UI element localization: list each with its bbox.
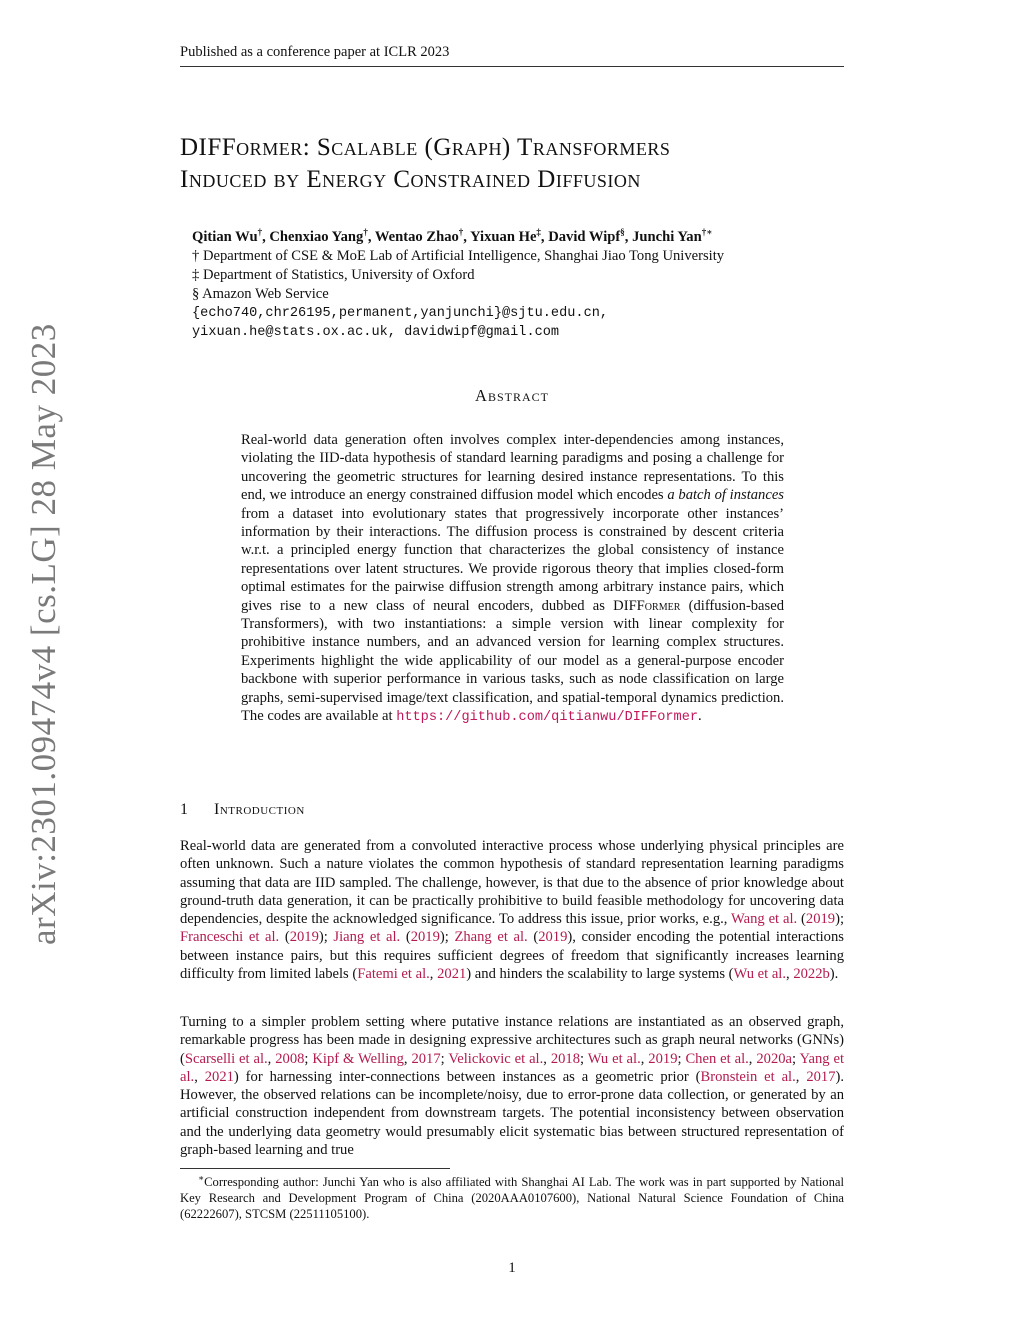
affiliation-3: § Amazon Web Service xyxy=(192,286,329,302)
citation-year[interactable]: 2019 xyxy=(648,1050,678,1067)
section-title: Introduction xyxy=(214,801,305,818)
intro-paragraph-1: Real-world data are generated from a convoluted interactive process whose underlying physical principles are often unknown. Such a nature violates the common hypothesis of standard representation learning paradigms assuming that data are IID sampled. The challenge, however, is that due to the absence of prior knowledge about ground-truth data generation, it can be practically prohibitive to build feasible methodology for uncovering data dependencies, despite the acknowledged significance. To address this issue, prior works, e.g., Wang et al. (2019); Franceschi et al. (2019); Jiang et al. (2019); Zhang et al. (2019), consider encoding the potential interactions between instance pairs, but this requires sufficient degrees of freedom that significantly increases learning difficulty from limited labels (Fatemi et al., 2021) and hinders the scalability to large systems (Wu et al., 2022b). xyxy=(180,838,844,983)
citation-link[interactable]: Fatemi et al. xyxy=(357,966,430,983)
citation-link[interactable]: Wu et al. xyxy=(733,966,787,983)
footnote xyxy=(180,1174,844,1222)
text-span: ) for harnessing inter-connections between instances as a geometric prior ( xyxy=(233,1068,701,1085)
arxiv-side-label: arXiv:2301.09474v4 [cs.LG] 28 May 2023 xyxy=(24,323,63,945)
running-header: Published as a conference paper at ICLR 2023 xyxy=(180,44,844,67)
citation-year[interactable]: 2019 xyxy=(538,929,568,946)
text-span: Real-world data are generated from a convoluted interactive process whose underlying physical principles are often unknown. Such a nature violates the common hypothesis of standard representation learning paradigms assuming that data are IID sampled. The challenge, however, is that due to the absence of prior knowledge about ground-truth data generation, it can be practically prohibitive to build feasible methodology for uncovering data dependencies, despite the acknowledged significance. To address this issue, prior works, e.g., xyxy=(180,838,844,928)
author-block xyxy=(192,228,852,342)
footnote-mark: ∗ xyxy=(198,1172,205,1183)
affiliation-mark: † xyxy=(257,227,263,238)
citation-year[interactable]: 2017 xyxy=(411,1050,441,1067)
affiliation-mark: ‡ xyxy=(536,227,541,238)
text-span: ) and hinders the scalability to large systems ( xyxy=(466,966,734,983)
abstract-emphasis: a batch of instances xyxy=(667,487,784,504)
citation-link[interactable]: Zhang et al. xyxy=(454,929,528,946)
affiliation-mark: †∗ xyxy=(701,227,713,238)
author-name: Junchi Yan xyxy=(632,229,702,245)
section-heading xyxy=(180,801,305,819)
citation-year[interactable]: 2021 xyxy=(204,1068,234,1085)
email-line-1: {echo740,chr26195,permanent,yanjunchi}@sjtu.edu.cn, xyxy=(192,306,609,321)
citation-link[interactable]: Kipf & Welling xyxy=(312,1050,404,1067)
affiliation-2: ‡ Department of Statistics, University of Oxford xyxy=(192,267,475,283)
citation-link[interactable]: Chen et al. xyxy=(685,1050,749,1067)
citation-year[interactable]: 2019 xyxy=(805,911,836,928)
abstract-span: Real-world data generation often involves complex inter-dependencies among instances, violating the IID-data hypothesis of standard learning paradigms and posing a challenge for uncovering the geometric structures for learning desired instance representations. To this end, we introduce an energy constrained diffusion model which encodes xyxy=(241,432,784,504)
citation-year[interactable]: 2017 xyxy=(806,1068,836,1085)
citation-year[interactable]: 2021 xyxy=(437,966,467,983)
author-name: Yixuan He xyxy=(470,229,537,245)
citation-link[interactable]: Scarselli et al. xyxy=(184,1050,268,1067)
abstract-span: from a dataset into evolutionary states that progressively incorporate other instances’ information by their interactions. The diffusion process is constrained by descent criteria w.r.t. a principled energy function that characterizes the global consistency of instance representations over latent structures. We provide rigorous theory that implies closed-form optimal estimates for the pairwise diffusion strength among arbitrary instance pairs, which gives rise to a new class of neural encoders, dubbed as xyxy=(241,505,784,614)
citation-link[interactable]: Yang et al. xyxy=(180,1050,845,1085)
title-line-1: DIFFormer: Scalable (Graph) Transformers xyxy=(180,134,671,161)
citation-year[interactable]: 2022b xyxy=(793,966,830,983)
text-span: Turning to a simpler problem setting where putative instance relations are instantiated as an observed graph, remarkable progress has been made in designing expressive architectures such as graph neural networks (GNNs) ( xyxy=(180,1014,844,1067)
citation-year[interactable]: 2008 xyxy=(275,1050,305,1067)
citation-link[interactable]: Jiang et al. xyxy=(333,929,401,946)
text-span: ). However, the observed relations can be incomplete/noisy, due to error-prone data collection, or generated by an artificial construction independent from downstream targets. The potential inconsistency between observation and the underlying data geometry would presumably elicit systematic bias between structured representation of graph-based learning and true xyxy=(180,1068,845,1159)
abstract-span: (diffusion-based Transformers), with two instantiations: a simple version with linear complexity for prohibitive instance numbers, and an advanced version for learning complex structures. Experiments highlight the wide applicability of our model as a general-purpose encoder backbone with superior performance in various tasks, such as node classification on large graphs, semi-supervised image/text classification, and spatial-temporal dynamics prediction. The codes are available at xyxy=(241,597,784,725)
text-span: ). xyxy=(829,966,839,983)
author-names: Qitian Wu†, Chenxiao Yang†, Wentao Zhao†, Yixuan He‡, David Wipf§, Junchi Yan†∗ xyxy=(192,227,713,245)
paper-title xyxy=(180,132,860,196)
code-link[interactable]: https://github.com/qitianwu/DIFFormer xyxy=(396,710,699,726)
author-name: Wentao Zhao xyxy=(374,229,459,245)
citation-link[interactable]: Bronstein et al. xyxy=(700,1068,796,1085)
citation-year[interactable]: 2019 xyxy=(289,929,319,946)
email-line-2: yixuan.he@stats.ox.ac.uk, davidwipf@gmail.com xyxy=(192,325,560,340)
affiliation-mark: § xyxy=(620,227,625,238)
footnote-rule xyxy=(180,1168,450,1169)
abstract-span: . xyxy=(698,708,702,725)
section-number: 1 xyxy=(180,801,189,818)
citation-year[interactable]: 2018 xyxy=(550,1050,581,1067)
footnote-text: Corresponding author: Junchi Yan who is also affiliated with Shanghai AI Lab. The work was in part supported by National Key Research and Development Program of China (2020AAA0107600), National Natural Science Foundation of China (62222607), STCSM (22511105100). xyxy=(180,1175,844,1221)
citation-link[interactable]: Wu et al. xyxy=(587,1050,641,1067)
abstract-heading: Abstract xyxy=(475,386,549,405)
author-name: Qitian Wu xyxy=(192,229,258,245)
affiliation-mark: † xyxy=(458,227,464,238)
affiliation-1: † Department of CSE & MoE Lab of Artificial Intelligence, Shanghai Jiao Tong University xyxy=(192,248,725,264)
page-number: 1 xyxy=(508,1260,516,1276)
model-name: DIFFormer xyxy=(613,597,681,614)
author-name: David Wipf xyxy=(548,229,621,245)
author-name: Chenxiao Yang xyxy=(269,229,364,245)
citation-link[interactable]: Velickovic et al. xyxy=(448,1050,544,1067)
text-span: ), consider encoding the potential interactions between instance pairs, but this requires sufficient degrees of freedom that significantly increases learning difficulty from limited labels ( xyxy=(180,929,844,983)
abstract-text xyxy=(241,431,784,728)
citation-year[interactable]: 2019 xyxy=(410,929,440,946)
intro-paragraph-2: Turning to a simpler problem setting where putative instance relations are instantiated as an observed graph, remarkable progress has been made in designing expressive architectures such as graph neural networks (GNNs) (Scarselli et al., 2008; Kipf & Welling, 2017; Velickovic et al., 2018; Wu et al., 2019; Chen et al., 2020a; Yang et al., 2021) for harnessing inter-connections between instances as a geometric prior (Bronstein et al., 2017). However, the observed relations can be incomplete/noisy, due to error-prone data collection, or generated by an artificial construction independent from downstream targets. The potential inconsistency between observation and the underlying data geometry would presumably elicit systematic bias between structured representation of graph-based learning and true xyxy=(180,1014,845,1159)
title-line-2: Induced by Energy Constrained Diffusion xyxy=(180,166,641,193)
citation-link[interactable]: Wang et al. xyxy=(731,911,798,928)
citation-link[interactable]: Franceschi et al. xyxy=(180,929,280,946)
affiliation-mark: † xyxy=(363,227,368,238)
citation-year[interactable]: 2020a xyxy=(756,1050,793,1067)
